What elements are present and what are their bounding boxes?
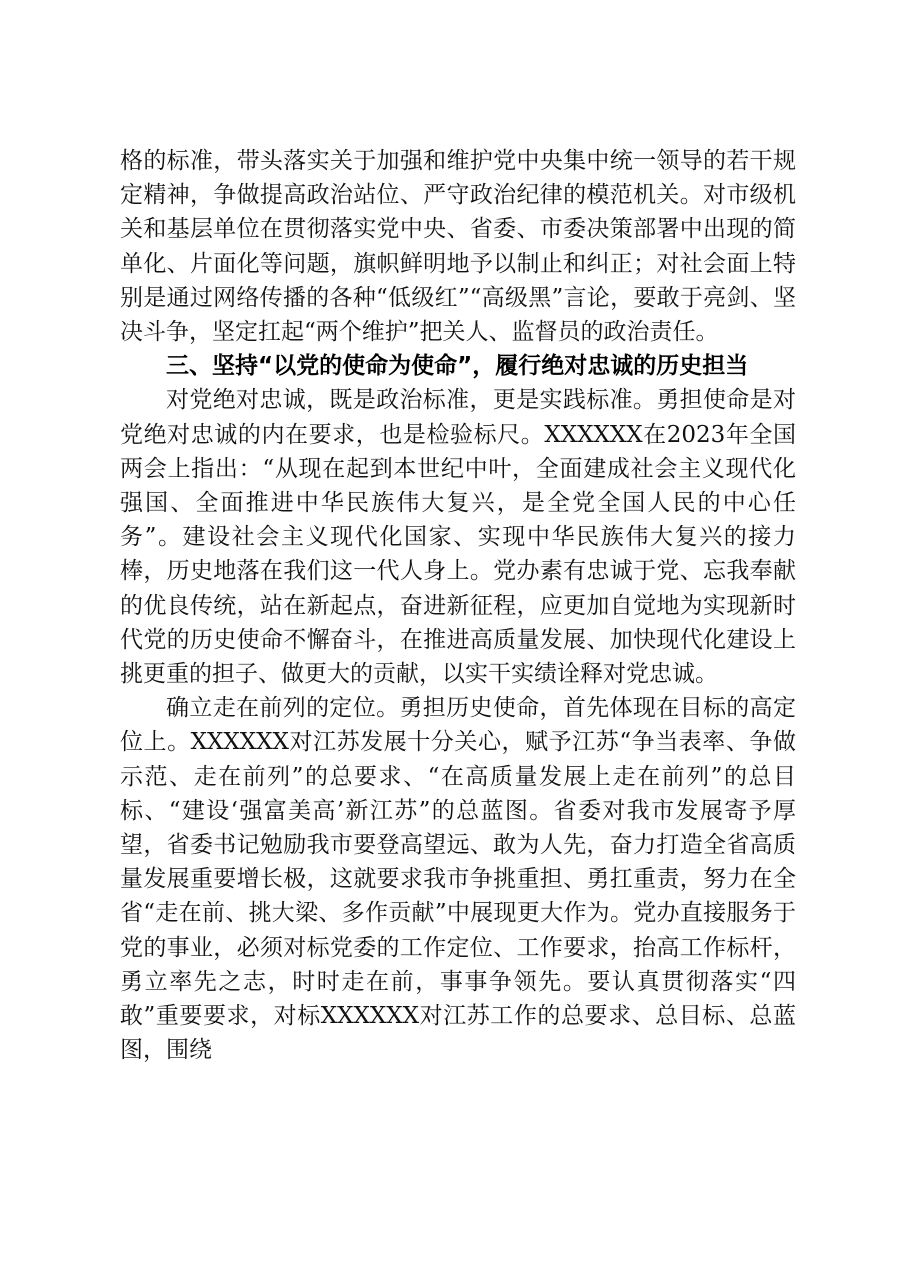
- section-heading: 三、坚持“以党的使命为使命”，履行绝对忠诚的历史担当: [166, 353, 749, 380]
- paragraph-continuation: 格的标准，带头落实关于加强和维护党中央集中统一领导的若干规定精神，争做提高政治站位、严守政治纪律的模范机关。对市级机关和基层单位在贯彻落实党中央、省委、市委决策部署中出现的简单化、片面化等问题，旗帜鲜明地予以制止和纠正；对社会面上特别是通过网络传播的各种“低级红”“高级黑”言论，要敢于亮剑、坚决斗争，坚定扛起“两个维护”把关人、监督员的政治责任。: [120, 148, 796, 346]
- paragraph-loyalty: 对党绝对忠诚，既是政治标准，更是实践标准。勇担使命是对党绝对忠诚的内在要求，也是检验标尺。XXXXXX在2023年全国两会上指出：“从现在起到本世纪中叶，全面建成社会主义现代化强国、全面推进中华民族伟大复兴，是全党全国人民的中心任务”。建设社会主义现代化国家、实现中华民族伟大复兴的接力棒，历史地落在我们这一代人身上。党办素有忠诚于党、忘我奉献的优良传统，站在新起点，奋进新征程，应更加自觉地为实现新时代党的历史使命不懈奋斗，在推进高质量发展、加快现代化建设上挑更重的担子、做更大的贡献，以实干实绩诠释对党忠诚。: [120, 387, 796, 688]
- paragraph-positioning: 确立走在前列的定位。勇担历史使命，首先体现在目标的高定位上。XXXXXX对江苏发展十分关心，赋予江苏“争当表率、争做示范、走在前列”的总要求、“在高质量发展上走在前列”的总目标、“建设‘强富美高’新江苏”的总蓝图。省委对我市发展寄予厚望，省委书记勉励我市要登高望远、敢为人先，奋力打造全省高质量发展重要增长极，这就要求我市争挑重担、勇扛重责，努力在全省“走在前、挑大梁、多作贡献”中展现更大作为。党办直接服务于党的事业，必须对标党委的工作定位、工作要求，抬高工作标杆，勇立率先之志，时时走在前，事事争领先。要认真贯彻落实“四敢”重要要求，对标XXXXXX对江苏工作的总要求、总目标、总蓝图，围绕: [120, 695, 796, 1064]
- document-body: [120, 144, 796, 1067]
